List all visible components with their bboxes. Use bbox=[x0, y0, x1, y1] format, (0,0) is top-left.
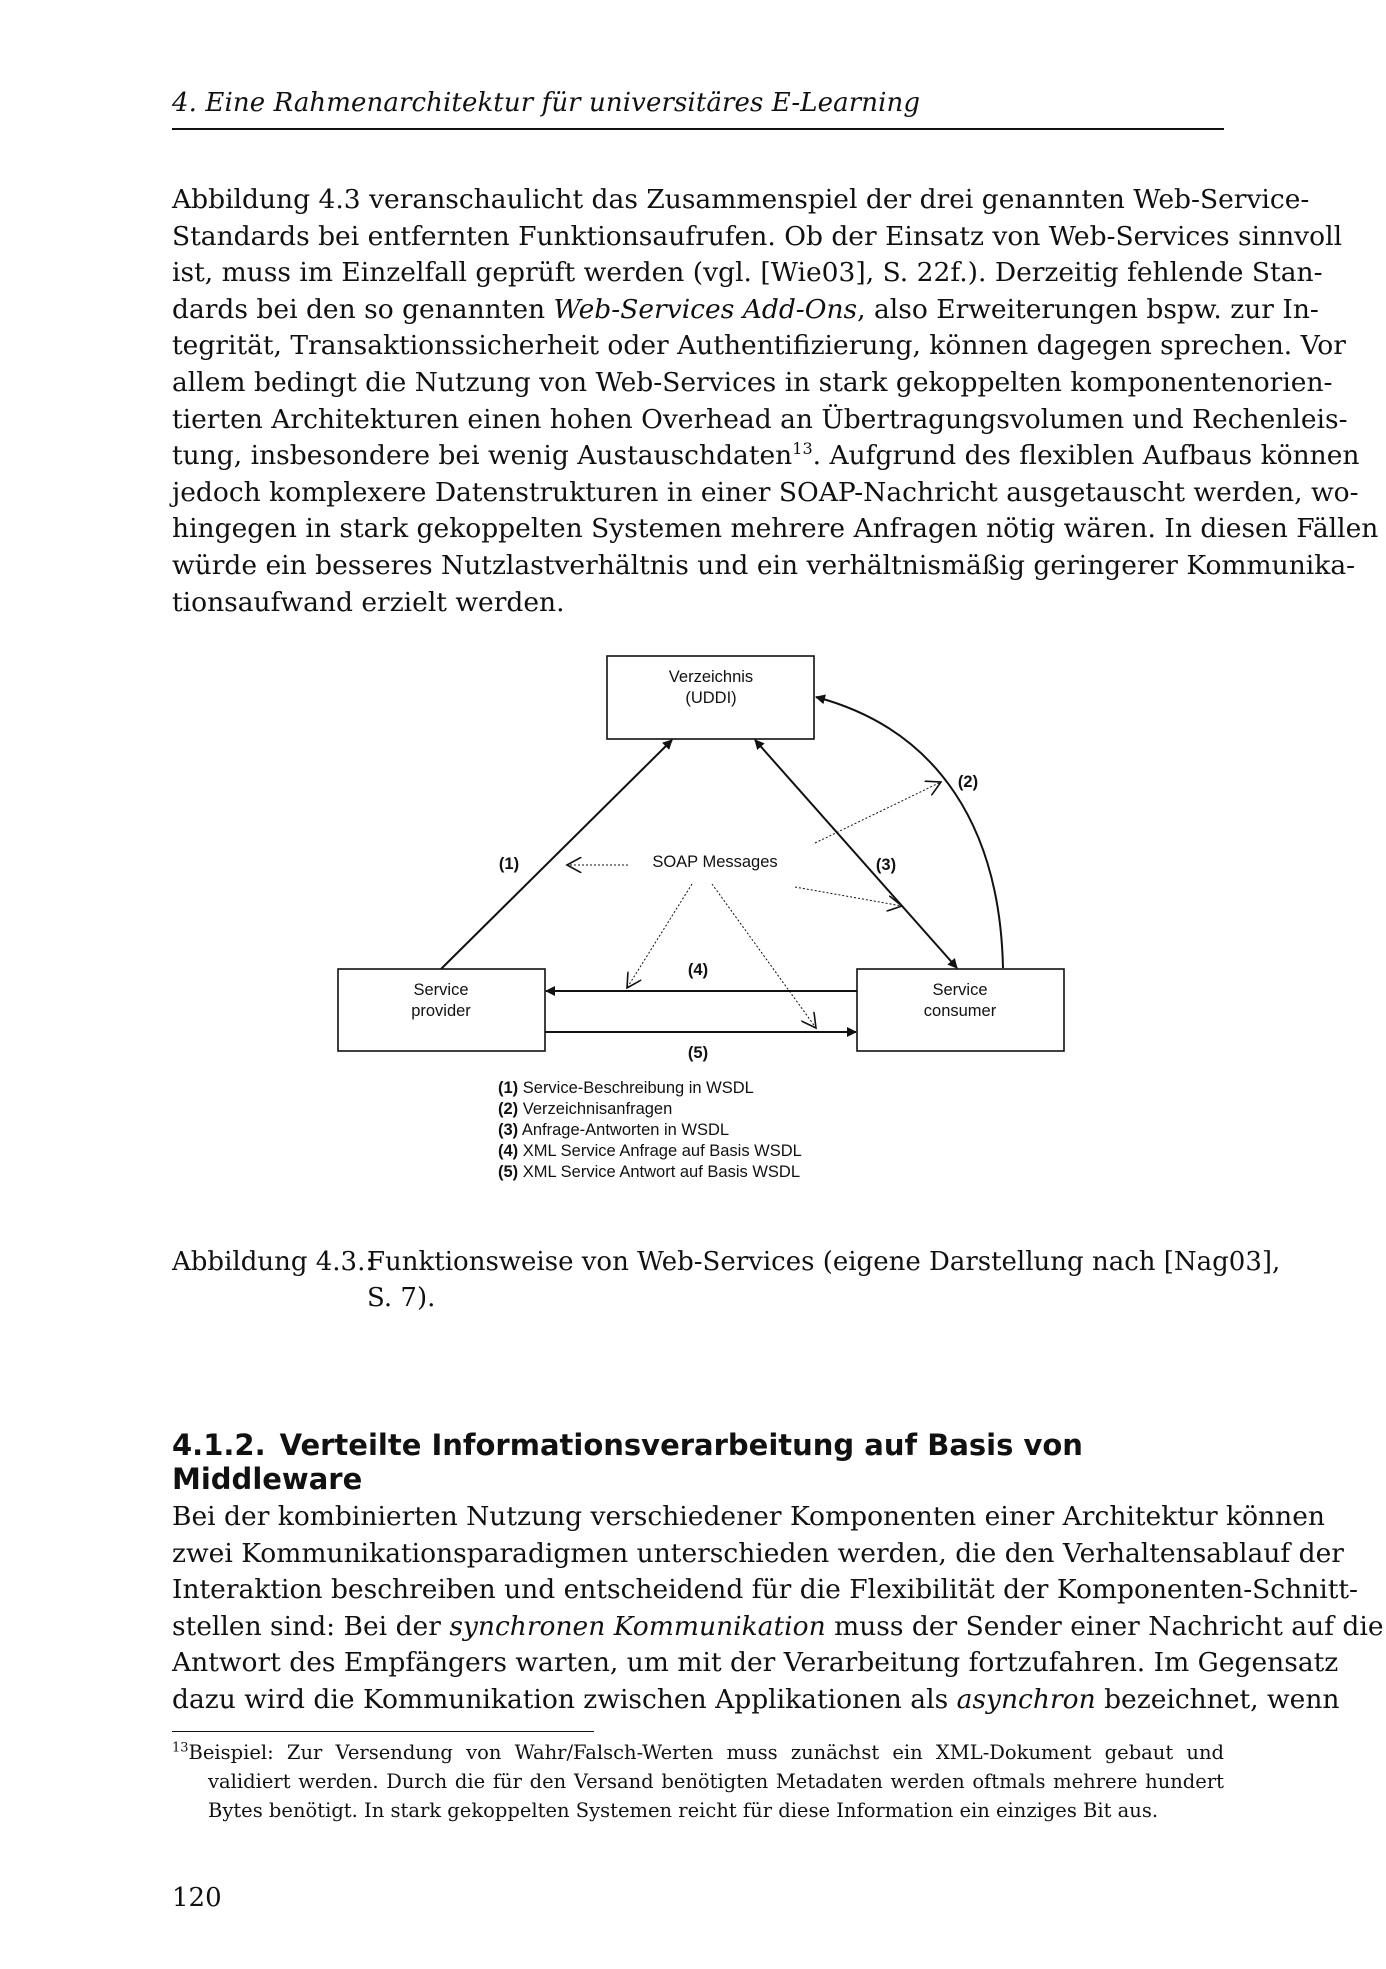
footnote-line: Bytes benötigt. In stark gekoppelten Systemen reicht für diese Information ein einziges Bit aus. bbox=[208, 1799, 1159, 1822]
directory-label: (UDDI) bbox=[685, 689, 737, 707]
footnote-number: 13 bbox=[172, 1740, 189, 1756]
arrow-label-4: (4) bbox=[687, 961, 709, 979]
soap-arrow bbox=[815, 782, 941, 843]
text-line: würde ein besseres Nutzlastverhältnis und ein verhältnismäßig geringerer Kommunika- bbox=[172, 549, 1356, 581]
directory-label: Verzeichnis bbox=[668, 668, 754, 686]
footnote-rule bbox=[172, 1731, 594, 1732]
text-line: tierten Architekturen einen hohen Overhead an Übertragungsvolumen und Rechenleis- bbox=[172, 403, 1348, 435]
section-heading bbox=[172, 1428, 1224, 1496]
arrow-1 bbox=[441, 740, 672, 969]
legend-item: (4) XML Service Anfrage auf Basis WSDL bbox=[498, 1142, 802, 1160]
soap-arrow bbox=[712, 884, 816, 1028]
emphasis: asynchron bbox=[956, 1683, 1096, 1715]
text-line: jedoch komplexere Datenstrukturen in einer SOAP-Nachricht ausgetauscht werden, wo- bbox=[172, 476, 1359, 508]
arrow-label-3: (3) bbox=[875, 856, 897, 874]
provider-label: Service bbox=[413, 981, 469, 999]
section-number: 4.1.2. bbox=[172, 1428, 266, 1462]
text-line: tegrität, Transaktionssicherheit oder Authentifizierung, können dagegen sprechen. Vor bbox=[172, 330, 1346, 362]
arrow-2 bbox=[816, 697, 1003, 968]
text-line: allem bedingt die Nutzung von Web-Services in stark gekoppelten komponentenorien- bbox=[172, 366, 1333, 398]
paragraph-1 bbox=[172, 182, 1379, 621]
legend-item: (5) XML Service Antwort auf Basis WSDL bbox=[498, 1163, 800, 1181]
arrow-label-5: (5) bbox=[687, 1044, 709, 1062]
soap-messages-label: SOAP Messages bbox=[652, 853, 778, 871]
text-line: Bei der kombinierten Nutzung verschiedener Komponenten einer Architektur können bbox=[172, 1501, 1325, 1532]
running-head: 4. Eine Rahmenarchitektur für universitäres E-Learning bbox=[172, 88, 921, 118]
text-line: tung, insbesondere bei wenig Austauschdaten$^{13}$. Aufgrund des flexiblen Aufbaus können bbox=[172, 439, 1360, 472]
text-line: Antwort des Empfängers warten, um mit der Verarbeitung fortzufahren. Im Gegensatz bbox=[172, 1647, 1339, 1679]
header-rule bbox=[172, 128, 1224, 130]
text-line: ist, muss im Einzelfall geprüft werden (vgl. [Wie03], S. 22f.). Derzeitig fehlende Stan- bbox=[172, 257, 1323, 289]
text-line: zwei Kommunikationsparadigmen unterschieden werden, die den Verhaltensablauf der bbox=[172, 1537, 1344, 1569]
footnote-mark[interactable]: 13 bbox=[792, 439, 813, 459]
paragraph-2 bbox=[172, 1499, 1384, 1719]
legend-item: (3) Anfrage-Antworten in WSDL bbox=[498, 1121, 730, 1139]
arrow-label-2: (2) bbox=[957, 773, 979, 791]
caption-label: Abbildung 4.3.: bbox=[172, 1247, 375, 1277]
text-line: dazu wird die Kommunikation zwischen Applikationen als asynchron bezeichnet, wenn bbox=[172, 1683, 1340, 1715]
arrow-label-1: (1) bbox=[498, 855, 520, 873]
footnote-line: $^{13}$Beispiel: Zur Versendung von Wahr/Falsch-Werten muss zunächst ein XML-Dokument gebaut und bbox=[172, 1740, 1224, 1764]
text-line: Interaktion beschreiben und entscheidend für die Flexibilität der Komponenten-Schnitt- bbox=[172, 1574, 1359, 1606]
emphasis: Web-Services Add-Ons bbox=[553, 293, 858, 325]
footnote bbox=[172, 1738, 1224, 1825]
text-line: tionsaufwand erzielt werden. bbox=[172, 586, 565, 618]
section-title: Verteilte Informationsverarbeitung auf Basis von Middleware bbox=[172, 1428, 1083, 1496]
provider-label: provider bbox=[411, 1002, 471, 1020]
footnote-line: validiert werden. Durch die für den Versand benötigten Metadaten werden oftmals mehrere hundert bbox=[208, 1770, 1224, 1793]
caption-text bbox=[367, 1244, 1281, 1316]
emphasis: synchronen Kommunikation bbox=[449, 1610, 826, 1642]
arrow-3 bbox=[755, 740, 957, 968]
legend-item: (1) Service-Beschreibung in WSDL bbox=[498, 1079, 754, 1097]
diagram-legend bbox=[498, 1078, 802, 1183]
text-line: dards bei den so genannten Web-Services Add-Ons, also Erweiterungen bspw. zur In- bbox=[172, 293, 1319, 325]
soap-arrow bbox=[795, 887, 902, 906]
consumer-label: consumer bbox=[923, 1002, 997, 1020]
caption-line: S. 7). bbox=[367, 1283, 436, 1313]
text-line: Abbildung 4.3 veranschaulicht das Zusammenspiel der drei genannten Web-Service- bbox=[172, 184, 1310, 215]
text-line: Standards bei entfernten Funktionsaufrufen. Ob der Einsatz von Web-Services sinnvoll bbox=[172, 220, 1343, 252]
soap-arrow bbox=[627, 884, 692, 988]
text-line: hingegen in stark gekoppelten Systemen mehrere Anfragen nötig wären. In diesen Fällen bbox=[172, 513, 1379, 545]
consumer-label: Service bbox=[932, 981, 988, 999]
legend-item: (2) Verzeichnisanfragen bbox=[498, 1100, 673, 1118]
text-line: stellen sind: Bei der synchronen Kommunikation muss der Sender einer Nachricht auf die bbox=[172, 1610, 1384, 1642]
page-number: 120 bbox=[172, 1883, 222, 1913]
caption-line: Funktionsweise von Web-Services (eigene Darstellung nach [Nag03], bbox=[367, 1247, 1281, 1277]
